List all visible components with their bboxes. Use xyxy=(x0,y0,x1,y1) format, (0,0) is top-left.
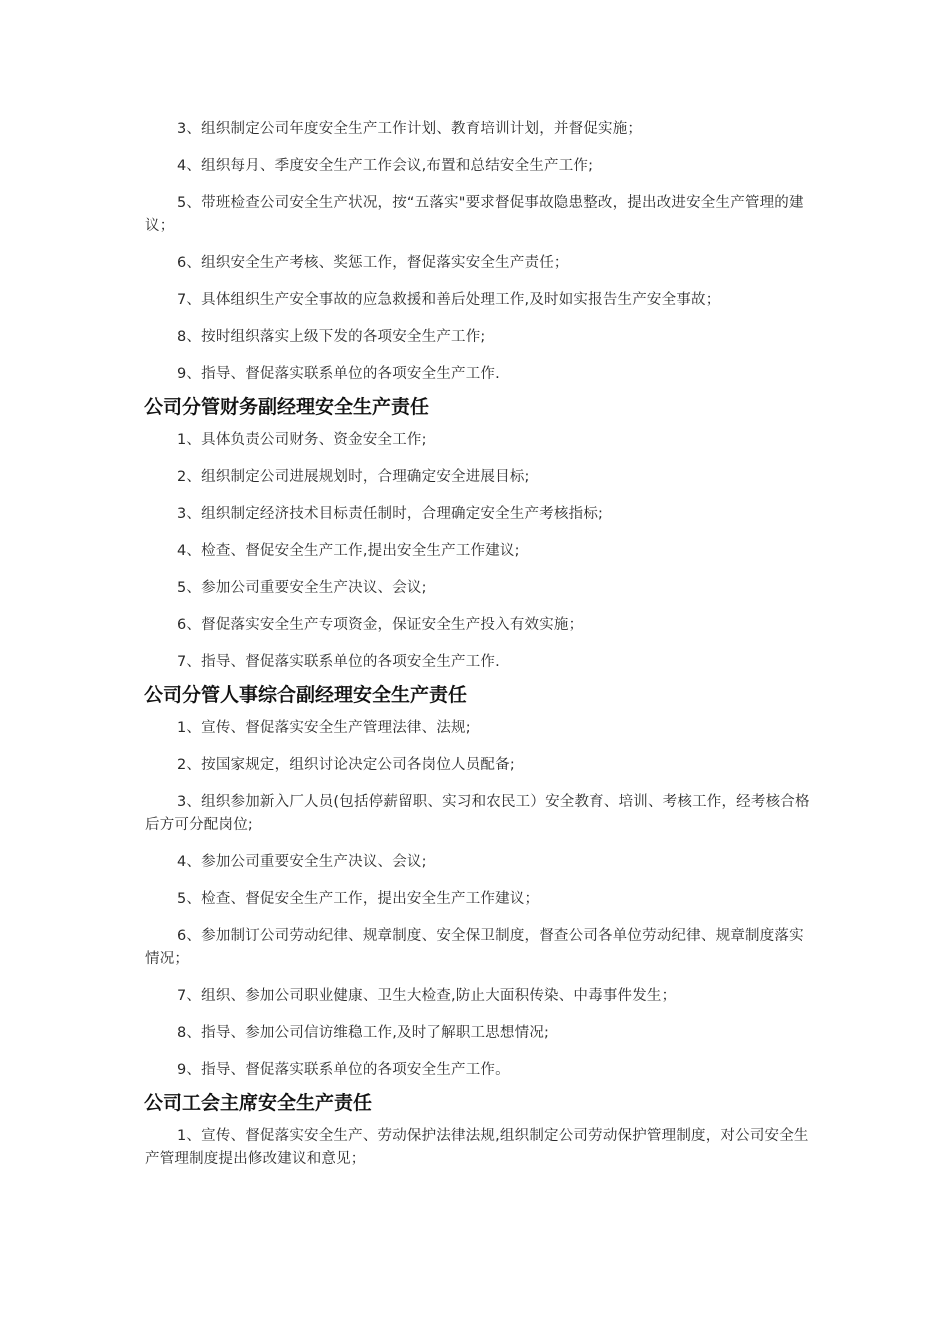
list-item: 7、组织、参加公司职业健康、卫生大检查,防止大面积传染、中毒事件发生； xyxy=(177,988,677,1004)
section-hr xyxy=(145,682,810,1082)
list-item: 3、组织制定公司年度安全生产工作计划、教育培训计划，并督促实施； xyxy=(177,121,643,137)
list-item: 3、组织参加新入厂人员(包括停薪留职、实习和农民工）安全教育、培训、考核工作，经考核合格后方可分配岗位; xyxy=(145,794,810,833)
list-item: 6、参加制订公司劳动纪律、规章制度、安全保卫制度，督查公司各单位劳动纪律、规章制度落实情况； xyxy=(145,928,804,967)
list-item: 7、指导、督促落实联系单位的各项安全生产工作. xyxy=(177,654,500,670)
list-item: 4、检查、督促安全生产工作,提出安全生产工作建议; xyxy=(177,543,520,559)
list-item: 2、按国家规定，组织讨论决定公司各岗位人员配备; xyxy=(177,757,515,773)
list-item: 8、指导、参加公司信访维稳工作,及时了解职工思想情况; xyxy=(177,1025,550,1041)
section-finance xyxy=(145,394,810,674)
list-item: 1、具体负责公司财务、资金安全工作; xyxy=(177,432,427,448)
section-heading: 公司分管财务副经理安全生产责任 xyxy=(144,396,430,418)
section-heading: 公司工会主席安全生产责任 xyxy=(144,1092,373,1114)
list-item: 7、具体组织生产安全事故的应急救援和善后处理工作,及时如实报告生产安全事故； xyxy=(177,292,721,308)
document-page xyxy=(145,118,810,1185)
list-item: 9、指导、督促落实联系单位的各项安全生产工作。 xyxy=(177,1062,510,1078)
intro-items xyxy=(145,118,810,386)
list-item: 5、检查、督促安全生产工作，提出安全生产工作建议； xyxy=(177,891,540,907)
list-item: 6、组织安全生产考核、奖惩工作，督促落实安全生产责任； xyxy=(177,255,569,271)
list-item: 1、宣传、督促落实安全生产管理法律、法规; xyxy=(177,720,471,736)
list-item: 4、组织每月、季度安全生产工作会议,布置和总结安全生产工作; xyxy=(177,158,594,174)
list-item: 4、参加公司重要安全生产决议、会议; xyxy=(177,854,427,870)
list-item: 9、指导、督促落实联系单位的各项安全生产工作. xyxy=(177,366,500,382)
list-item: 5、带班检查公司安全生产状况，按“五落实"要求督促事故隐患整改，提出改进安全生产管理的建议； xyxy=(145,195,804,234)
list-item: 6、督促落实安全生产专项资金，保证安全生产投入有效实施； xyxy=(177,617,584,633)
list-item: 2、组织制定公司进展规划时，合理确定安全进展目标; xyxy=(177,469,530,485)
section-heading: 公司分管人事综合副经理安全生产责任 xyxy=(144,684,468,706)
list-item: 8、按时组织落实上级下发的各项安全生产工作; xyxy=(177,329,486,345)
list-item: 5、参加公司重要安全生产决议、会议; xyxy=(177,580,427,596)
list-item: 1、宣传、督促落实安全生产、劳动保护法律法规,组织制定公司劳动保护管理制度，对公司安全生产管理制度提出修改建议和意见； xyxy=(145,1128,809,1167)
section-union xyxy=(145,1090,810,1171)
list-item: 3、组织制定经济技术目标责任制时，合理确定安全生产考核指标; xyxy=(177,506,604,522)
